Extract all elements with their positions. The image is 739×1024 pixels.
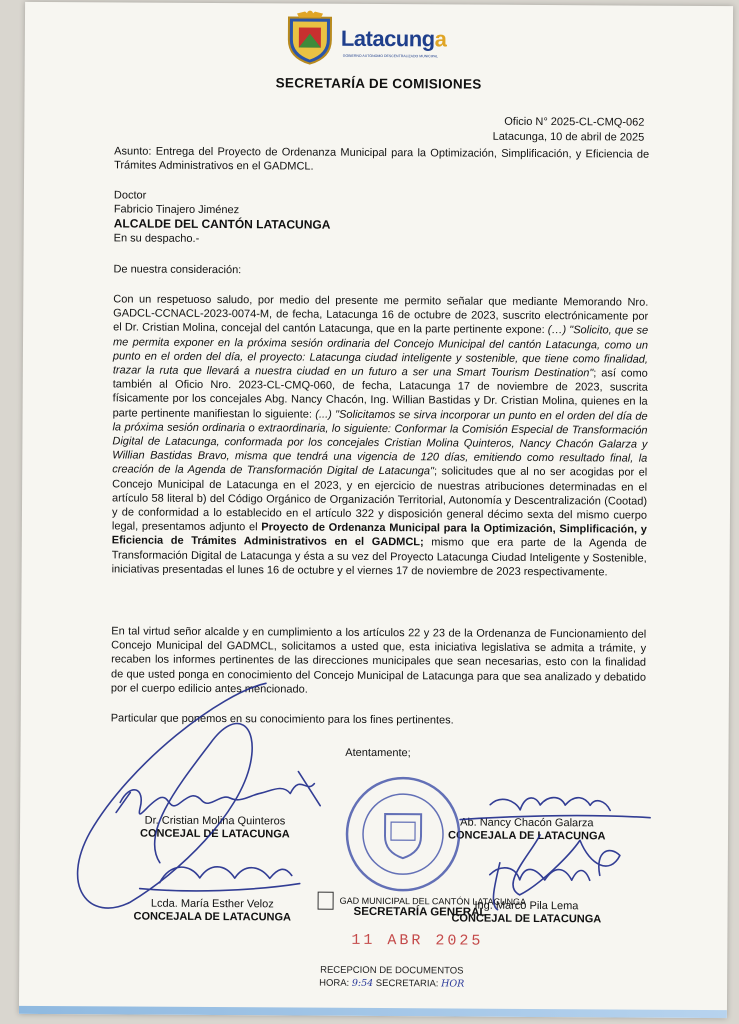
coat-of-arms-icon bbox=[283, 9, 337, 65]
reception-title: RECEPCION DE DOCUMENTOS bbox=[320, 964, 464, 977]
secretaria-initials: HOR bbox=[441, 978, 465, 990]
recipient-title: Doctor bbox=[113, 189, 147, 202]
quote-memorando: (…) "Solicito, que se me permita exponer en la próxima sesión ordinaria del Concejo Municipal del cantón Latacunga, como un punto en el orden del día, el proyecto: Latacunga ciudad inteligente y sostenible, que tiene como finalidad, trazar la ruta que llevará a nuestra ciudad en un futuro a ser una Smart Tourism Destination" bbox=[112, 324, 649, 380]
signatory-3 bbox=[133, 898, 291, 925]
body-paragraph-1: Con un respetuoso saludo, por medio del presente me permito señalar que mediante Memorando Nro. GADCL-CCNACL-2023-0074-M, de fecha, Latacunga 16 de octubre de 2023, suscrito electrónicamente por el Dr. Cristian Molina, concejal del cantón Latacunga, que en la parte pertinente expone: (…) "Solicito, que se me permita exponer en la próxima sesión ordinaria del Concejo Municipal del cantón Latacunga, como un punto en el orden del día, el proyecto: Latacunga ciudad inteligente y sostenible, que tiene como finalidad, trazar la ruta que llevará a nuestra ciudad en un futuro a ser una Smart Tourism Destination"; así como también al Oficio Nro. 2023-CL-CMQ-060, de fecha, Latacunga 17 de noviembre de 2023, suscrita físicamente por los concejales Abg. Nancy Chacón, Ing. Willian Bastidas y Dr. Cristian Molina, quienes en la parte pertinente manifiestan lo siguiente: (...) "Solicitamos se sirva incorporar un punto en el orden del día de la próxima sesión ordinaria o extraordinaria, lo siguiente: Conformar la Comisión Especial de Transformación Digital de Latacunga, conformada por los concejales Cristian Molina Quinteros, Nancy Chacón Galarza y Willian Bastidas Bravo, misma que tendrá una vigencia de 120 días, emitiendo como resultado final, la creación de la Agenda de Transformación Digital de Latacunga"; solicitudes que al no ser acogidas por el Concejo Municipal de Latacunga en el 2023, y en ejercicio de nuestras atribuciones determinadas en el artículo 58 literal b) del Código Orgánico de Organización Territorial, Autonomía y Descentralización (Cootad) y de conformidad a lo establecido en el artículo 322 y disposición general décimo sexta del mismo cuerpo legal, presentamos adjunto el Proyecto de Ordenanza Municipal para la Optimización, Simplificación, y Eficiencia de Trámites Administrativos en el GADMCL; mismo que era parte de la Agenda de Transformación Digital de Latacunga y ésta a su vez del Proyecto Latacunga Ciudad Inteligente y Sostenible, iniciativas presentadas el lunes 16 de octubre y el viernes 17 de noviembre de 2023 respectivamente. bbox=[111, 293, 649, 579]
reference-block bbox=[493, 115, 645, 146]
received-date-stamp: 11 ABR 2025 bbox=[351, 931, 484, 950]
bottom-edge-bar bbox=[19, 1006, 727, 1018]
municipal-logo bbox=[283, 9, 493, 68]
quote-oficio: (...) "Solicitamos se sirva incorporar un punto en el orden del día de la próxima sesión ordinaria o extraordinaria, lo siguiente: Conformar la Comisión Especial de Transformación Digital de Latacunga, conformada por los concejales Cristian Molina Quinteros, Nancy Chacón Galarza y Willian Bastidas Bravo, misma que tendrá una vigencia de 120 días, emitiendo como resultado final, la creación de la Agenda de Transformación Digital de Latacunga" bbox=[112, 408, 648, 478]
hora-value: 9:54 bbox=[351, 977, 374, 989]
secretaria-general: SECRETARÍA GENERAL bbox=[353, 905, 487, 919]
body-paragraph-3: Particular que ponemos en su conocimiento para los fines pertinentes. bbox=[110, 712, 454, 727]
reception-block bbox=[319, 964, 464, 991]
logo-subtitle: GOBIERNO AUTÓNOMO DESCENTRALIZADO MUNICIPAL bbox=[342, 53, 439, 59]
body-paragraph-2: En tal virtud señor alcalde y en cumplimiento a los artículos 22 y 23 de la Ordenanza de Funcionamiento del Concejo Municipal del GADMCL, solicitamos a usted que, esta iniciativa legislativa se admita a trámite, y recaben los informes pertinentes de las direcciones municipales que sean necesarias, esto con la finalidad de que usted ponga en conocimiento del Concejo Municipal de Latacunga para que sea analizado y debatido por el cuerpo edilicio antes mencionado. bbox=[110, 625, 647, 696]
project-title: Proyecto de Ordenanza Municipal para la Optimización, Simplificación, y Eficiencia de Trámites Administrativos en el GADMCL; bbox=[111, 521, 647, 549]
subject-line: Asunto: Entrega del Proyecto de Ordenanza Municipal para la Optimización, Simplificación, y Eficiencia de Trámites Administrativos en el GADMCL. bbox=[114, 145, 650, 173]
municipal-seal-stamp bbox=[343, 774, 464, 895]
signatory-name: Ab. Nancy Chacón Galarza bbox=[460, 816, 594, 830]
signatory-name: Lcda. María Esther Veloz bbox=[150, 897, 274, 911]
signatory-title: CONCEJAL DE LATACUNGA bbox=[451, 912, 602, 926]
gad-label: GAD MUNICIPAL DEL CANTÓN LATACUNGA bbox=[339, 895, 527, 907]
signatory-title: CONCEJAL DE LATACUNGA bbox=[139, 827, 290, 841]
recipient-closing: En su despacho.- bbox=[113, 232, 200, 245]
greeting: De nuestra consideración: bbox=[113, 263, 242, 277]
oficio-number: Oficio N° 2025-CL-CMQ-062 bbox=[504, 115, 645, 129]
building-icon bbox=[318, 892, 334, 910]
recipient-position: ALCALDE DEL CANTÓN LATACUNGA bbox=[113, 216, 331, 233]
signatory-name: Ing. Marco Pila Lema bbox=[474, 899, 579, 913]
logo-name: Latacunga bbox=[340, 25, 447, 52]
reception-fields: HORA: 9:54 SECRETARIA: HOR bbox=[319, 977, 465, 990]
department-heading: SECRETARÍA DE COMISIONES bbox=[275, 75, 482, 92]
signatory-name: Dr. Cristian Molina Quinteros bbox=[144, 814, 286, 828]
signatory-title: CONCEJALA DE LATACUNGA bbox=[447, 829, 606, 843]
recipient-name: Fabricio Tinajero Jiménez bbox=[113, 203, 240, 217]
place-date: Latacunga, 10 de abril de 2025 bbox=[492, 130, 645, 144]
signatory-2 bbox=[448, 816, 606, 843]
closing: Atentamente; bbox=[345, 746, 411, 760]
recipient-block bbox=[114, 188, 649, 248]
signatory-title: CONCEJALA DE LATACUNGA bbox=[133, 910, 292, 924]
signatory-1 bbox=[140, 815, 290, 842]
document-sheet bbox=[19, 2, 733, 1018]
